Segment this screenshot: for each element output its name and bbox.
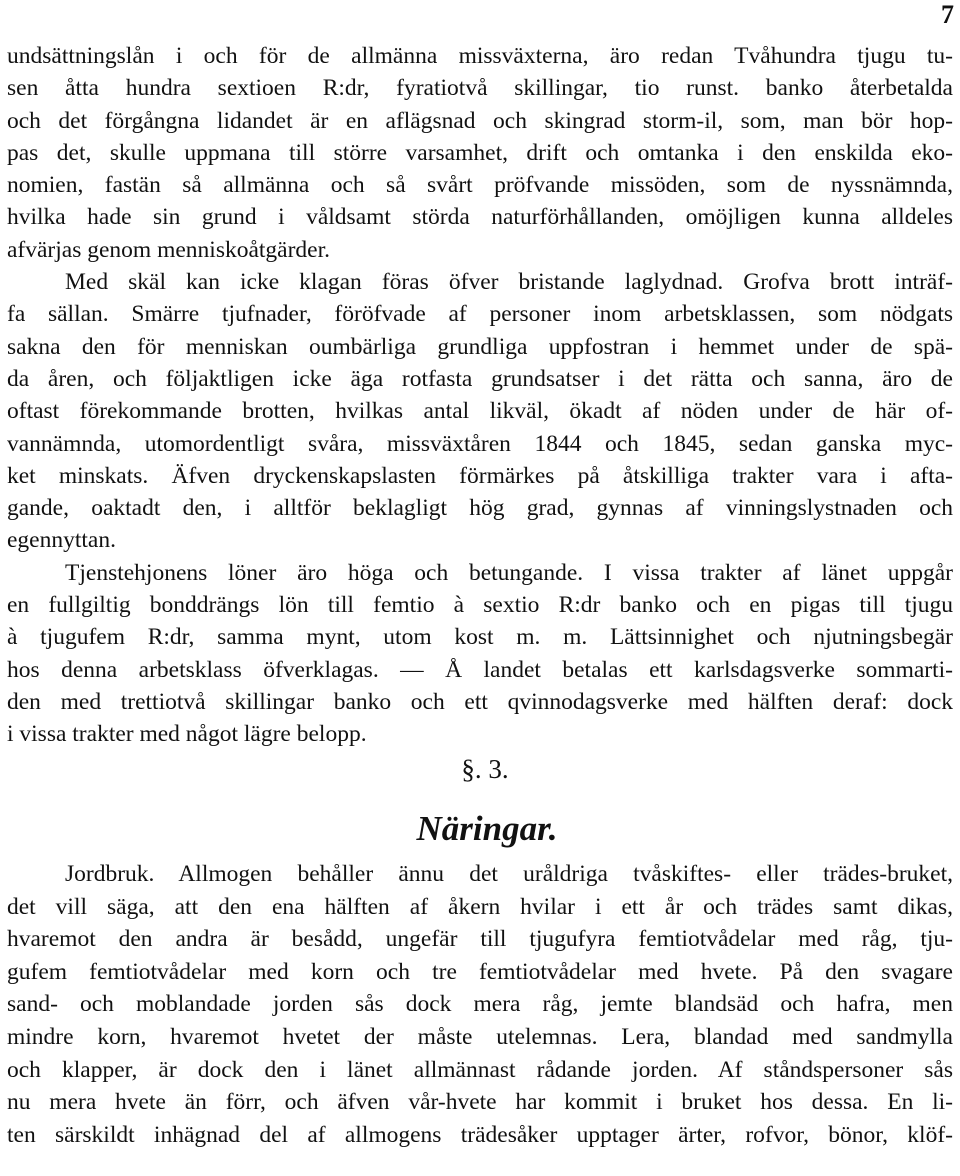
text-line: hvaremot den andra är besådd, ungefär till tjugufyra femtiotvådelar med råg, tju- [7, 926, 953, 953]
text-line: gande, oaktadt den, i alltför beklagligt hög grad, gynnas af vinningslystnaden och [7, 495, 953, 522]
section-title: Näringar. [416, 809, 558, 848]
text-line: sakna den för menniskan oumbärliga grundliga uppfostran i hemmet under de spä- [7, 333, 953, 360]
text-line: Jordbruk. Allmogen behåller ännu det uråldriga tvåskiftes- eller trädes-bruket, [65, 861, 953, 887]
section-number: §. 3. [461, 754, 509, 784]
text-line: mindre korn, hvaremot hvetet der måste utelemnas. Lera, blandad med sandmylla [7, 1023, 953, 1050]
body-text-top [7, 40, 953, 751]
text-line: afvärjas genom menniskoåtgärder. [7, 236, 331, 263]
text-line: egennyttan. [7, 527, 116, 554]
text-line: ket minskats. Äfven dryckenskapslasten förmärkes på åtskilliga trakter vara i afta- [7, 462, 953, 489]
text-line: à tjugufem R:dr, samma mynt, utom kost m. m. Lättsinnighet och njutningsbegär [7, 624, 953, 651]
text-line: i vissa trakter med något lägre belopp. [7, 721, 367, 748]
body-text-bottom [7, 858, 953, 1151]
text-line: hvilka hade sin grund i våldsamt störda naturförhållanden, omöjligen kunna alldeles [7, 204, 953, 231]
text-line: pas det, skulle uppmana till större varsamhet, drift och omtanka i den enskilda eko- [7, 139, 953, 166]
text-line: en fullgiltig bonddrängs lön till femtio à sextio R:dr banko och en pigas till tjugu [7, 592, 953, 619]
text-line: och det förgångna lidandet är en aflägsnad och skingrad storm-il, som, man bör hop- [7, 107, 953, 134]
text-line: Tjenstehjonens löner äro höga och betungande. I vissa trakter af länet uppgår [65, 559, 953, 586]
text-line: Med skäl kan icke klagan föras öfver bristande laglydnad. Grofva brott inträf- [65, 269, 953, 296]
text-line: fa sällan. Smärre tjufnader, föröfvade af personer inom arbetsklassen, som nödgats [7, 301, 953, 328]
text-line: sand- och moblandade jorden sås dock mera råg, jemte blandsäd och hafra, men [7, 991, 953, 1018]
text-line: oftast förekommande brotten, hvilkas antal likväl, ökadt af nöden under de här of- [7, 398, 953, 425]
page-number: 7 [941, 0, 954, 29]
text-line: sen åtta hundra sextioen R:dr, fyratiotvå skillingar, tio runst. banko återbetalda [7, 75, 953, 102]
text-line: ten särskildt inhägnad del af allmogens trädesåker upptager ärter, rofvor, bönor, klöf- [7, 1121, 953, 1148]
text-line: och klapper, är dock den i länet allmännast rådande jorden. Af ståndspersoner sås [7, 1056, 953, 1083]
text-line: nu mera hvete än förr, och äfven vår-hvete har kommit i bruket hos dessa. En li- [7, 1089, 953, 1116]
text-line: undsättningslån i och för de allmänna missväxterna, äro redan Tvåhundra tjugu tu- [7, 43, 953, 69]
text-line: da åren, och följaktligen icke äga rotfasta grundsatser i det rätta och sanna, äro de [7, 365, 953, 392]
text-line: gufem femtiotvådelar med korn och tre femtiotvådelar med hvete. På den svagare [7, 958, 953, 985]
text-line: nomien, fastän så allmänna och så svårt pröfvande missöden, som de nyssnämnda, [7, 172, 953, 199]
text-line: det vill säga, att den ena hälften af åkern hvilar i ett år och trädes samt dikas, [7, 893, 953, 920]
text-line: hos denna arbetsklass öfverklagas. — Å landet betalas ett karlsdagsverke sommarti- [7, 656, 953, 683]
text-line: vannämnda, utomordentligt svåra, missväxtåren 1844 och 1845, sedan ganska myc- [7, 430, 953, 457]
text-line: den med trettiotvå skillingar banko och ett qvinnodagsverke med hälften deraf: dock [7, 688, 953, 715]
